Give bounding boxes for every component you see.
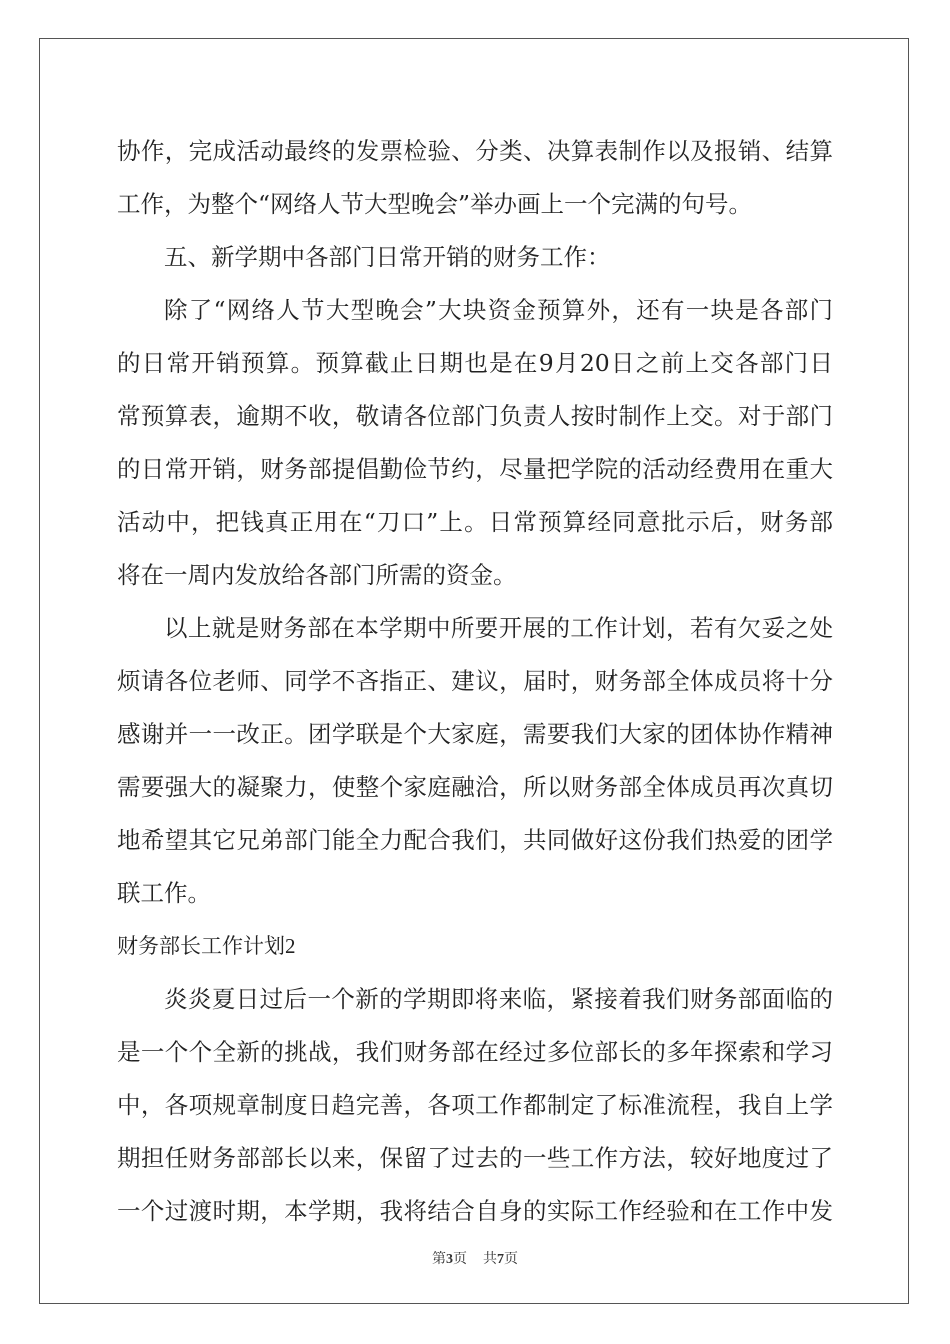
text-line: 感谢并一一改正。团学联是个大家庭，需要我们大家的团体协作精神 xyxy=(117,720,833,748)
total-pages: 7 xyxy=(497,1252,504,1267)
page-prefix: 第 xyxy=(432,1252,446,1267)
text-line: 的日常开销预算。预算截止日期也是在9月20日之前上交各部门日 xyxy=(117,349,833,377)
page-number: 3 xyxy=(446,1252,453,1267)
text-line: 以上就是财务部在本学期中所要开展的工作计划，若有欠妥之处 xyxy=(164,614,833,642)
text-line: 炎炎夏日过后一个新的学期即将来临，紧接着我们财务部面临的 xyxy=(164,985,833,1013)
text-line: 地希望其它兄弟部门能全力配合我们，共同做好这份我们热爱的团学 xyxy=(117,826,833,854)
paragraph-conclusion xyxy=(117,602,833,920)
plan-title: 财务部长工作计划2 xyxy=(117,934,296,958)
total-prefix: 共 xyxy=(483,1252,497,1267)
text-line: 除了“网络人节大型晚会”大块资金预算外，还有一块是各部门 xyxy=(164,296,833,324)
text-line: 中，各项规章制度日趋完善，各项工作都制定了标准流程，我自上学 xyxy=(117,1091,833,1119)
paragraph-plan-2-intro xyxy=(117,973,833,1238)
text-line: 烦请各位老师、同学不吝指正、建议，届时，财务部全体成员将十分 xyxy=(117,667,833,695)
page-suffix: 页 xyxy=(453,1252,467,1267)
text-line: 是一个个全新的挑战，我们财务部在经过多位部长的多年探索和学习 xyxy=(117,1038,833,1066)
page-footer xyxy=(0,1248,950,1268)
text-line: 需要强大的凝聚力，使整个家庭融洽，所以财务部全体成员再次真切 xyxy=(117,773,833,801)
text-line: 工作，为整个“网络人节大型晚会”举办画上一个完满的句号。 xyxy=(117,190,753,218)
paragraph-continuation xyxy=(117,125,833,231)
text-line: 一个过渡时期，本学期，我将结合自身的实际工作经验和在工作中发 xyxy=(117,1197,833,1225)
text-line: 期担任财务部部长以来，保留了过去的一些工作方法，较好地度过了 xyxy=(117,1144,833,1172)
document-body xyxy=(117,125,833,1238)
text-line: 常预算表，逾期不收，敬请各位部门负责人按时制作上交。对于部门 xyxy=(117,402,833,430)
section-heading: 五、新学期中各部门日常开销的财务工作： xyxy=(164,243,611,271)
text-line: 将在一周内发放给各部门所需的资金。 xyxy=(117,561,517,589)
text-line: 协作，完成活动最终的发票检验、分类、决算表制作以及报销、结算 xyxy=(117,137,833,165)
total-suffix: 页 xyxy=(504,1252,518,1267)
paragraph-daily-expenses xyxy=(117,284,833,602)
text-line: 的日常开销，财务部提倡勤俭节约，尽量把学院的活动经费用在重大 xyxy=(117,455,833,483)
text-line: 活动中，把钱真正用在“刀口”上。日常预算经同意批示后，财务部 xyxy=(117,508,833,536)
text-line: 联工作。 xyxy=(117,879,211,907)
